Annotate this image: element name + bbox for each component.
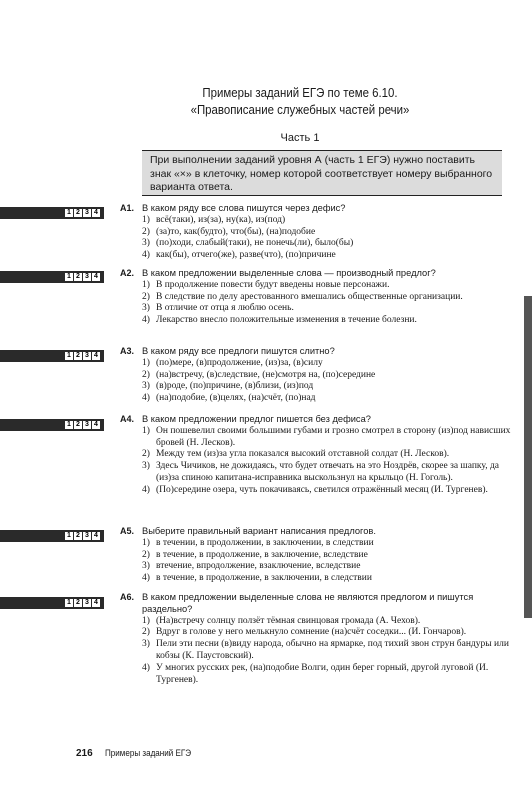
answer-option (142, 561, 512, 573)
option-number: 1) (142, 279, 150, 290)
answer-cells-a5 (0, 530, 104, 542)
answer-option (142, 292, 512, 304)
option-text: Он пошевелил своими большими губами и грозно смотрел в сторону (из)под нависших бровей (Н. Лесков). (156, 425, 511, 448)
option-number: 4) (142, 250, 150, 261)
answer-option (142, 238, 512, 250)
answer-option (142, 426, 512, 450)
question-text: В каком ряду все предлоги пишутся слитно? (142, 346, 335, 356)
answer-cells-a3 (0, 350, 104, 362)
answer-cell[interactable]: 4 (92, 532, 100, 540)
option-text: всё(таки), из(за), ну(ка), из(под) (156, 214, 286, 225)
task-number: А6. (120, 592, 135, 602)
option-number: 4) (142, 315, 150, 326)
answer-cell[interactable]: 3 (83, 209, 91, 217)
option-text: В следствие по делу арестованного вмешались общественные организации. (156, 291, 463, 302)
option-text: в течении, в продолжении, в заключении, в следствии (156, 537, 374, 548)
task-number: А2. (120, 268, 135, 278)
page-number: 216 (76, 748, 93, 759)
option-number: 1) (142, 357, 150, 368)
option-number: 3) (142, 561, 150, 572)
option-text: (по)мере, (в)продолжение, (из)за, (в)силу (156, 357, 323, 368)
option-text: в течение, в продолжение, в заключение, вследствие (156, 549, 368, 560)
page-footer (76, 748, 207, 759)
option-number: 2) (142, 449, 150, 460)
task-a5 (120, 526, 512, 585)
answer-option (142, 358, 512, 370)
answer-option (142, 449, 512, 461)
option-number: 1) (142, 615, 150, 626)
page-edge-tab (524, 296, 532, 618)
option-number: 3) (142, 303, 150, 314)
task-number: А1. (120, 203, 135, 213)
option-number: 2) (142, 226, 150, 237)
option-text: В продолжение повести будут введены новые персонажи. (156, 279, 390, 290)
question-text: В каком ряду все слова пишутся через дефис? (142, 203, 346, 213)
question-text: В каком предложении предлог пишется без дефиса? (142, 414, 371, 424)
answer-cell[interactable]: 4 (92, 209, 100, 217)
option-text: (На)встречу солнцу ползёт тёмная свинцовая громада (А. Чехов). (156, 615, 421, 626)
option-number: 1) (142, 425, 150, 436)
answer-cells-a1 (0, 207, 104, 219)
answer-cell[interactable]: 3 (83, 532, 91, 540)
option-text: втечение, впродолжение, взаключение, вследствие (156, 561, 361, 572)
answer-option (142, 393, 512, 405)
answer-option (142, 250, 512, 262)
answer-option (142, 485, 512, 497)
task-a3 (120, 346, 512, 405)
footer-label: Примеры заданий ЕГЭ (105, 748, 192, 759)
option-text: Между тем (из)за угла показался высокий отставной солдат (Н. Лесков). (156, 449, 450, 460)
task-question (120, 526, 512, 538)
option-text: (за)то, как(будто), что(бы), (на)подобие (156, 226, 316, 237)
answer-option (142, 550, 512, 562)
answer-cell[interactable]: 3 (83, 599, 91, 607)
title-line-1: Примеры заданий ЕГЭ по теме 6.10. (202, 85, 398, 100)
answer-option (142, 280, 512, 292)
answer-cell[interactable]: 2 (74, 352, 82, 360)
option-number: 4) (142, 662, 150, 673)
answer-option (142, 461, 512, 485)
answer-cell[interactable]: 1 (65, 599, 73, 607)
answer-cell[interactable]: 4 (92, 421, 100, 429)
answer-option (142, 573, 512, 585)
option-number: 3) (142, 639, 150, 650)
question-text: Выберите правильный вариант написания предлогов. (142, 526, 376, 536)
answer-cell[interactable]: 4 (92, 273, 100, 281)
task-question (120, 414, 512, 426)
task-question (120, 203, 512, 215)
title-line-2: «Правописание служебных частей речи» (190, 102, 410, 117)
answer-cell[interactable]: 2 (74, 273, 82, 281)
question-text: В каком предложении выделенные слова — производный предлог? (142, 268, 436, 278)
page-title (168, 84, 432, 118)
answer-cell[interactable]: 3 (83, 421, 91, 429)
answer-cell[interactable]: 4 (92, 352, 100, 360)
option-text: в течение, в продолжение, в заключении, в следствии (156, 573, 372, 584)
answer-option (142, 303, 512, 315)
option-number: 1) (142, 537, 150, 548)
answer-option (142, 639, 512, 663)
question-text: В каком предложении выделенные слова не являются предлогом и пишутся раздельно? (142, 592, 474, 614)
option-number: 3) (142, 461, 150, 472)
option-text: (в)роде, (по)причине, (в)близи, (из)под (156, 381, 314, 392)
option-text: (на)встречу, (в)следствие, (не)смотря на, (по)середине (156, 369, 376, 380)
answer-cell[interactable]: 1 (65, 352, 73, 360)
answer-cell[interactable]: 2 (74, 599, 82, 607)
task-number: А5. (120, 526, 135, 536)
answer-cell[interactable]: 3 (83, 273, 91, 281)
task-a4 (120, 414, 512, 497)
task-question (120, 592, 512, 616)
answer-cell[interactable]: 2 (74, 421, 82, 429)
answer-cell[interactable]: 1 (65, 532, 73, 540)
option-text: (по)ходи, слабый(таки), не понечь(ли), было(бы) (156, 238, 354, 249)
option-text: как(бы), отчего(же), разве(что), (по)причине (156, 250, 336, 261)
answer-cell[interactable]: 2 (74, 209, 82, 217)
option-number: 2) (142, 291, 150, 302)
answer-cell[interactable]: 2 (74, 532, 82, 540)
answer-cell[interactable]: 1 (65, 273, 73, 281)
task-number: А4. (120, 414, 135, 424)
option-number: 2) (142, 549, 150, 560)
option-text: В отличие от отца я люблю осень. (156, 303, 294, 314)
answer-cell[interactable]: 4 (92, 599, 100, 607)
option-text: Пели эти песни (в)виду народа, обычно на ярмарке, под тихий звон струн бандуры или кобзы (К. Паустовский). (156, 639, 509, 661)
answer-cells-a6 (0, 597, 104, 609)
answer-option (142, 215, 512, 227)
option-number: 2) (142, 369, 150, 380)
answer-option (142, 627, 512, 639)
option-number: 4) (142, 393, 150, 404)
answer-cells-a2 (0, 271, 104, 283)
option-text: Здесь Чичиков, не дожидаясь, что будет отвечать на это Ноздрёв, скорее за шапку, да (из)за спиною капитана-исправника выскользнул на крыльцо (Н. Гоголь). (156, 461, 499, 483)
answer-cell[interactable]: 1 (65, 209, 73, 217)
option-text: (По)середине озера, чуть покачиваясь, светился отражённый месяц (И. Тургенев). (156, 484, 488, 495)
task-number: А3. (120, 346, 135, 356)
answer-option (142, 381, 512, 393)
option-number: 4) (142, 573, 150, 584)
option-number: 2) (142, 627, 150, 638)
option-number: 3) (142, 381, 150, 392)
instructions-text: При выполнении заданий уровня А (часть 1 ЕГЭ) нужно поставить знак «×» в клеточку, номер которой соответствует номеру выбранного варианта ответа. (150, 154, 493, 193)
answer-option (142, 370, 512, 382)
answer-cell[interactable]: 1 (65, 421, 73, 429)
answer-cells-a4 (0, 419, 104, 431)
task-question (120, 346, 512, 358)
answer-option (142, 227, 512, 239)
option-number: 3) (142, 238, 150, 249)
answer-option (142, 616, 512, 628)
task-question (120, 268, 512, 280)
instructions-box (142, 150, 502, 196)
answer-option (142, 315, 512, 327)
option-text: У многих русских рек, (на)подобие Волги, один берег горный, другой луговой (И. Тургенев). (156, 662, 489, 685)
answer-cell[interactable]: 3 (83, 352, 91, 360)
answer-option (142, 538, 512, 550)
option-text: Вдруг в голове у него мелькнуло сомнение (на)счёт соседки... (И. Гончаров). (156, 627, 467, 638)
task-a1 (120, 203, 512, 262)
option-text: (на)подобие, (в)целях, (на)счёт, (по)над (156, 393, 316, 404)
option-text: Лекарство внесло положительные изменения в течение болезни. (156, 315, 417, 326)
option-number: 4) (142, 484, 150, 495)
task-a2 (120, 268, 512, 327)
part-heading: Часть 1 (280, 132, 320, 144)
option-number: 1) (142, 214, 150, 225)
task-a6 (120, 592, 512, 686)
answer-option (142, 663, 512, 687)
